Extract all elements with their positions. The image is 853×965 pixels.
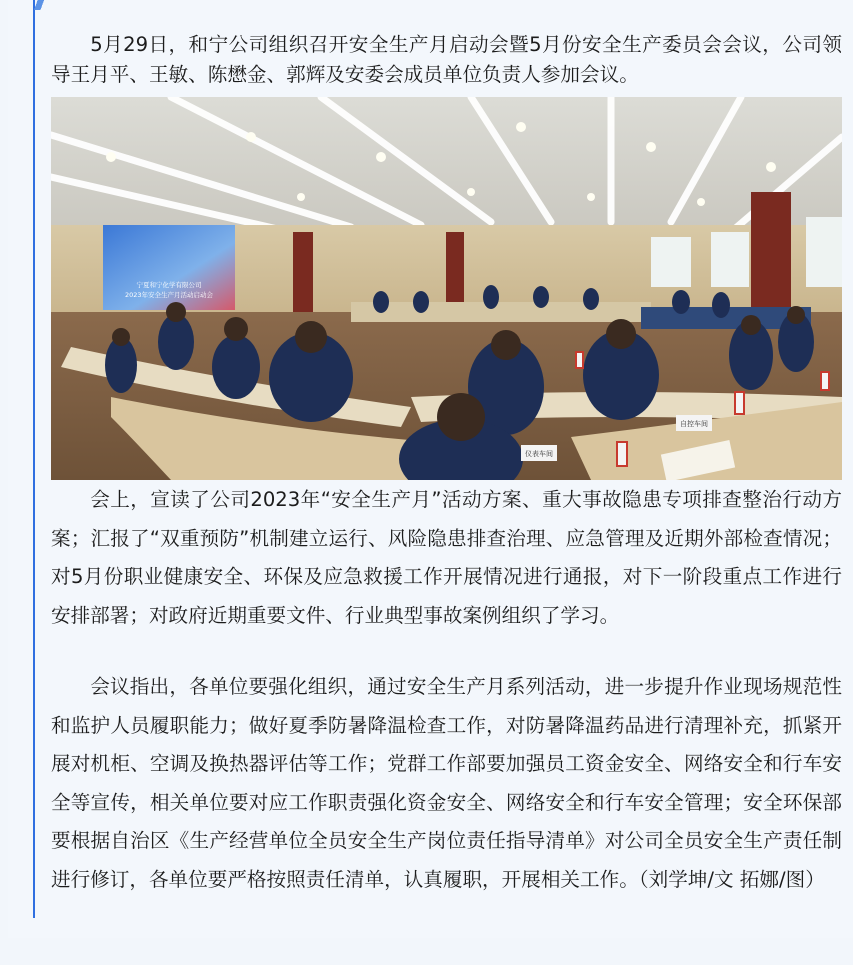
article-card <box>8 0 853 938</box>
screen-title-1: 宁夏和宁化学有限公司 <box>136 281 202 289</box>
paragraph-intro: 5月29日，和宁公司组织召开安全生产月启动会暨5月份安全生产委员会会议，公司领导王月平、王敏、陈懋金、郭辉及安委会成员单位负责人参加会议。 <box>51 33 842 86</box>
left-accent-rule <box>33 0 35 918</box>
meeting-photo <box>51 97 842 480</box>
paragraph-meeting-content: 会上，宣读了公司2023年“安全生产月”活动方案、重大事故隐患专项排查整治行动方案；汇报了“双重预防”机制建立运行、风险隐患排查治理、应急管理及近期外部检查情况；对5月份职业健康安全、环保及应急救援工作开展情况进行通报，对下一阶段重点工作进行安排部署；对政府近期重要文件、行业典型事故案例组织了学习。 <box>51 488 842 627</box>
screen-title-2: 2023年安全生产月活动启动会 <box>124 291 214 299</box>
name-card-2: 仪表车间 <box>525 450 553 458</box>
corner-decoration <box>30 0 52 10</box>
name-card-1: 自控车间 <box>680 420 708 428</box>
paragraph-meeting-requirements: 会议指出，各单位要强化组织，通过安全生产月系列活动，进一步提升作业现场规范性和监护人员履职能力；做好夏季防暑降温检查工作，对防暑降温药品进行清理补充，抓紧开展对机柜、空调及换热器评估等工作；党群工作部要加强员工资金安全、网络安全和行车安全等宣传，相关单位要对应工作职责强化资金安全、网络安全和行车安全管理；安全环保部要根据自治区《生产经营单位全员安全生产岗位责任指导清单》对公司全员安全生产责任制进行修订，各单位要严格按照责任清单，认真履职，开展相关工作。（刘学坤/文 拓娜/图） <box>51 675 842 891</box>
